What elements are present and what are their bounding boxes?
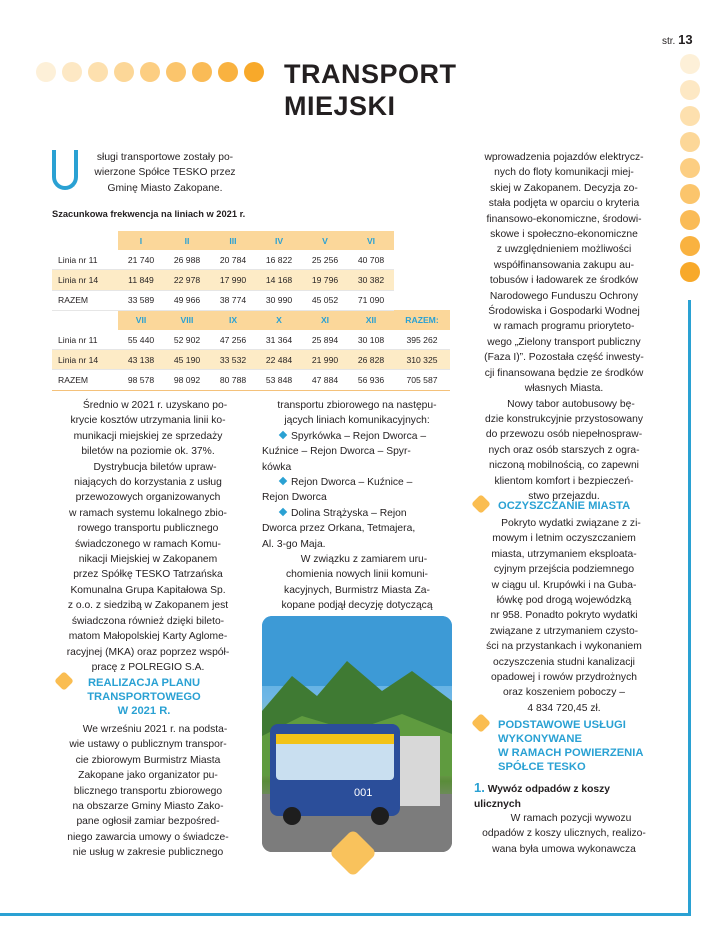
table-cell bbox=[52, 310, 118, 330]
heading-basic-services bbox=[498, 718, 643, 774]
text-line: przez Spółkę TESKO Tatrzańska bbox=[73, 569, 223, 581]
text-line: stała podjęta w oparciu o kryteria bbox=[488, 198, 640, 210]
table-cell: 98 578 bbox=[118, 370, 164, 390]
text-line: oraz koszeniem poboczy – bbox=[503, 687, 625, 699]
table-cell: 310 325 bbox=[394, 350, 450, 370]
decorative-dot bbox=[114, 62, 134, 82]
decorative-dot bbox=[192, 62, 212, 82]
table-row bbox=[52, 350, 450, 370]
text-line: w ramach programu prioryteto- bbox=[493, 321, 635, 333]
subheading-waste-bins: 1. Wywóz odpadów z koszy ulicznych bbox=[474, 780, 610, 810]
text-line: przewozowych organizowanych bbox=[75, 492, 221, 504]
text-line: dzie konstrukcyjnie przystosowany bbox=[485, 413, 643, 425]
text-line: W ramach pozycji wywozu bbox=[510, 813, 632, 824]
table-cell: XI bbox=[302, 310, 348, 330]
table-cell: VIII bbox=[164, 310, 210, 330]
text-line: mowym i letnim oczyszczaniem bbox=[492, 533, 636, 545]
table-cell: 30 382 bbox=[348, 270, 394, 290]
decorative-dot bbox=[140, 62, 160, 82]
text-line: W RAMACH POWIERZENIA bbox=[498, 747, 644, 759]
text-line: TRANSPORTOWEGO bbox=[87, 691, 201, 703]
route-line: kówka bbox=[262, 461, 292, 473]
decorative-dot bbox=[680, 80, 700, 100]
table-cell: 22 484 bbox=[256, 350, 302, 370]
text-line: nikacji Miejskiej w Zakopanem bbox=[78, 554, 218, 566]
decorative-dot bbox=[680, 262, 700, 282]
text-line: transportu zbiorowego na następu- bbox=[277, 400, 437, 411]
table-row bbox=[52, 370, 450, 390]
table-cell: 47 256 bbox=[210, 330, 256, 350]
page-title: TRANSPORT MIEJSKI bbox=[284, 59, 457, 121]
dropcap-letter-u bbox=[52, 150, 78, 190]
text-line: SPÓŁCE TESKO bbox=[498, 761, 586, 773]
table-cell: 80 788 bbox=[210, 370, 256, 390]
table-cell: V bbox=[302, 231, 348, 250]
table-row bbox=[52, 310, 450, 330]
table-cell: 45 052 bbox=[302, 290, 348, 310]
ridership-table bbox=[52, 231, 450, 391]
text-line: kopane podjął decyzję dotyczącą bbox=[281, 600, 433, 612]
route-line: Kuźnice – Rejon Dworca – Spyr- bbox=[262, 446, 411, 458]
text-line: We wrześniu 2021 r. na podsta- bbox=[82, 724, 228, 735]
text-line: świadczona również dzięki bileto- bbox=[71, 615, 225, 627]
text-line: pane ogłosił zamiar bezpośred- bbox=[76, 816, 220, 828]
table-cell: 16 822 bbox=[256, 250, 302, 270]
subheading-line: Wywóz odpadów z koszy bbox=[487, 784, 610, 795]
table-cell: Linia nr 14 bbox=[52, 350, 118, 370]
paragraph-waste-bins bbox=[470, 811, 658, 857]
table-cell: 20 784 bbox=[210, 250, 256, 270]
text-line: miasta, utrzymaniem eksploata- bbox=[491, 548, 637, 560]
route-line: Dworca przez Orkana, Tetmajera, bbox=[262, 523, 416, 535]
bus-number-label: 001 bbox=[354, 787, 373, 799]
text-line: niających do korzystania z usług bbox=[74, 477, 222, 489]
text-line: rowego transportu publicznego bbox=[77, 523, 219, 535]
route-line: Rejon Dworca bbox=[262, 492, 327, 504]
text-line: nr 958. Ponadto pokryto wydatki bbox=[490, 610, 638, 622]
text-line: tobusów i ładowarek ze środków bbox=[489, 275, 639, 287]
route-list bbox=[262, 429, 452, 552]
text-line: biletów na poziomie ok. 37%. bbox=[81, 446, 215, 458]
text-line: wprowadzenia pojazdów elektrycz- bbox=[484, 152, 644, 163]
table-cell bbox=[394, 290, 450, 310]
table-cell: 705 587 bbox=[394, 370, 450, 390]
table-cell: IX bbox=[210, 310, 256, 330]
table-cell: 98 092 bbox=[164, 370, 210, 390]
text-line: stwo przejazdu. bbox=[528, 490, 600, 502]
text-line: kacyjnych, Burmistrz Miasta Za- bbox=[284, 584, 430, 596]
table-cell: 26 988 bbox=[164, 250, 210, 270]
route-line: Al. 3-go Maja. bbox=[262, 538, 326, 550]
text-line: skowe i społeczno-ekonomiczne bbox=[490, 229, 638, 241]
decorative-dot bbox=[218, 62, 238, 82]
table-cell: III bbox=[210, 231, 256, 250]
text-line: W związku z zamiarem uru- bbox=[300, 554, 428, 566]
text-line: nych oraz osób starszych z ogra- bbox=[488, 444, 640, 456]
table-cell: Linia nr 14 bbox=[52, 270, 118, 290]
heading-city-cleaning bbox=[498, 499, 630, 513]
bullet-diamond-icon bbox=[279, 431, 287, 439]
table-cell: RAZEM bbox=[52, 370, 118, 390]
table-cell: 49 966 bbox=[164, 290, 210, 310]
text-line: blicznego transportu zbiorowego bbox=[73, 785, 223, 797]
table-cell: 30 108 bbox=[348, 330, 394, 350]
text-line: Zakopane jako organizator pu- bbox=[78, 770, 218, 782]
decorative-dot bbox=[62, 62, 82, 82]
text-line: ści na przystankach i wykonaniem bbox=[486, 641, 642, 653]
bullet-diamond-icon bbox=[279, 508, 287, 516]
text-line: Średnio w 2021 r. uzyskano po- bbox=[82, 400, 228, 411]
table-row bbox=[52, 290, 450, 310]
route-line: Dolina Strążyska – Rejon bbox=[262, 506, 452, 521]
text-line: 4 834 720,45 zł. bbox=[527, 702, 601, 714]
heading-transport-plan bbox=[64, 676, 224, 718]
table-cell: 33 589 bbox=[118, 290, 164, 310]
table-cell: 21 740 bbox=[118, 250, 164, 270]
text-line: w ciągu ul. Krupówki i na Guba- bbox=[491, 579, 637, 591]
table-cell: 33 532 bbox=[210, 350, 256, 370]
text-line: sługi transportowe zostały po- bbox=[96, 152, 234, 163]
text-line: REALIZACJA PLANU bbox=[87, 677, 201, 689]
decorative-dot bbox=[166, 62, 186, 82]
paragraph-ticket-coverage bbox=[52, 398, 244, 460]
table-cell: X bbox=[256, 310, 302, 330]
text-line: (Faza I)”. Pozostała część inwesty- bbox=[484, 352, 644, 364]
table-cell: II bbox=[164, 231, 210, 250]
text-line: na obszarze Gminy Miasto Zako- bbox=[72, 801, 224, 813]
page-number: str. 13 bbox=[662, 32, 693, 47]
decorative-dot bbox=[680, 184, 700, 204]
text-line: Dystrybucja biletów upraw- bbox=[93, 461, 217, 473]
text-line: klientom komfort i bezpieczeń- bbox=[494, 475, 634, 487]
decorative-dot bbox=[680, 132, 700, 152]
text-line: Środowiska i Gospodarki Wodnej bbox=[488, 306, 640, 318]
text-line: chomienia nowych linii komuni- bbox=[286, 569, 428, 581]
table-cell: 53 848 bbox=[256, 370, 302, 390]
text-line: wana była umowa wykonawcza bbox=[492, 843, 636, 855]
table-cell bbox=[394, 231, 450, 250]
text-line: opadowej i rowów przydrożnych bbox=[491, 672, 637, 684]
text-line: OCZYSZCZANIE MIASTA bbox=[498, 500, 631, 512]
table-cell: 22 978 bbox=[164, 270, 210, 290]
text-line: oczyszczenia studni kanalizacji bbox=[493, 656, 635, 668]
text-line: łówkę pod drogą wojewódzką bbox=[496, 595, 632, 607]
text-line: nych do floty komunikacji miej- bbox=[494, 167, 634, 179]
table-cell: RAZEM bbox=[52, 290, 118, 310]
text-line: niczoną mobilnością, co zapewni bbox=[489, 460, 639, 472]
route-line: Spyrkówka – Rejon Dworca – bbox=[262, 429, 452, 444]
column-3-text bbox=[470, 150, 658, 504]
table-cell bbox=[52, 231, 118, 250]
column-2-text bbox=[262, 398, 452, 614]
bullet-diamond-icon bbox=[279, 477, 287, 485]
blue-frame-horizontal-line bbox=[0, 913, 691, 916]
text-line: niego zawarcia umowy o świadcze- bbox=[67, 831, 229, 843]
table-cell: Linia nr 11 bbox=[52, 250, 118, 270]
table-cell: 45 190 bbox=[164, 350, 210, 370]
table-cell: IV bbox=[256, 231, 302, 250]
table-cell: 14 168 bbox=[256, 270, 302, 290]
blue-frame-vertical-line bbox=[688, 300, 691, 913]
table-cell: RAZEM: bbox=[394, 310, 450, 330]
decorative-dot bbox=[88, 62, 108, 82]
text-line: W 2021 R. bbox=[117, 705, 171, 717]
table-cell: 21 990 bbox=[302, 350, 348, 370]
table-row bbox=[52, 250, 450, 270]
table-cell: Linia nr 11 bbox=[52, 330, 118, 350]
text-line: Gminę Miasto Zakopane. bbox=[107, 182, 223, 194]
table-cell: 395 262 bbox=[394, 330, 450, 350]
text-line: PODSTAWOWE USŁUGI bbox=[498, 719, 626, 731]
decorative-dot bbox=[680, 158, 700, 178]
table-cell: 43 138 bbox=[118, 350, 164, 370]
column-1-text bbox=[52, 398, 244, 675]
decorative-dot bbox=[680, 236, 700, 256]
text-line: własnych Miasta. bbox=[524, 383, 604, 395]
table-row bbox=[52, 330, 450, 350]
text-line: związane z utrzymaniem czysto- bbox=[489, 625, 639, 637]
table-cell: 11 849 bbox=[118, 270, 164, 290]
table-cell: 38 774 bbox=[210, 290, 256, 310]
decorative-dot bbox=[244, 62, 264, 82]
text-line: munikacji miejskiej ze sprzedaży bbox=[73, 430, 223, 442]
decorative-dot bbox=[680, 54, 700, 74]
table-cell: 55 440 bbox=[118, 330, 164, 350]
route-line: Rejon Dworca – Kuźnice – bbox=[262, 475, 452, 490]
table-cell: 26 828 bbox=[348, 350, 394, 370]
table-cell: I bbox=[118, 231, 164, 250]
text-line: Narodowego Funduszu Ochrony bbox=[489, 290, 639, 302]
text-line: współfinansowania zakupu au- bbox=[493, 259, 635, 271]
text-line: świadczonego w ramach Komu- bbox=[75, 538, 221, 550]
table-row bbox=[52, 231, 450, 250]
text-line: finansowo-ekonomiczne, środowi- bbox=[486, 213, 642, 225]
text-line: krycie kosztów utrzymania linii ko- bbox=[70, 415, 226, 427]
table-cell: 47 884 bbox=[302, 370, 348, 390]
text-line: Pokryto wydatki związane z zi- bbox=[501, 518, 641, 529]
text-line: jących liniach komunikacyjnych: bbox=[284, 415, 430, 427]
text-line: odpadów z koszy ulicznych, realizo- bbox=[482, 828, 646, 840]
table-cell: 17 990 bbox=[210, 270, 256, 290]
paragraph-transport-plan bbox=[52, 722, 244, 861]
table-cell: XII bbox=[348, 310, 394, 330]
text-line: wego „Zielony transport publiczny bbox=[487, 336, 641, 348]
text-line: Nowy tabor autobusowy bę- bbox=[507, 398, 635, 410]
table-row bbox=[52, 270, 450, 290]
text-line: cji finansowana będzie ze środków bbox=[484, 367, 644, 379]
table-cell: 25 256 bbox=[302, 250, 348, 270]
table-cell: 40 708 bbox=[348, 250, 394, 270]
table-cell: 71 090 bbox=[348, 290, 394, 310]
text-line: cyjnym przejścia podziemnego bbox=[493, 564, 635, 576]
table-cell: VI bbox=[348, 231, 394, 250]
text-line: WYKONYWANE bbox=[498, 733, 582, 745]
table-cell: 31 364 bbox=[256, 330, 302, 350]
table-cell: 56 936 bbox=[348, 370, 394, 390]
text-line: wierzone Spółce TESKO przez bbox=[94, 167, 236, 179]
subheading-line: ulicznych bbox=[474, 799, 521, 810]
text-line: skiej w Zakopanem. Decyzja zo- bbox=[490, 182, 638, 194]
text-line: do przewozu osób niepełnospraw- bbox=[485, 429, 643, 441]
text-line: racyjnej (MKA) oraz poprzez współ- bbox=[66, 646, 230, 658]
table-cell: 52 902 bbox=[164, 330, 210, 350]
table-cell: 19 796 bbox=[302, 270, 348, 290]
decorative-dot bbox=[680, 106, 700, 126]
text-line: nie usług w zakresie publicznego bbox=[72, 847, 224, 859]
paragraph-city-cleaning bbox=[470, 516, 658, 716]
text-line: wie ustawy o publicznym transpor- bbox=[69, 739, 227, 751]
table-cell: 25 894 bbox=[302, 330, 348, 350]
text-line: z uwzględnieniem możliwości bbox=[496, 244, 632, 256]
intro-paragraph bbox=[80, 150, 250, 196]
table-cell: 30 990 bbox=[256, 290, 302, 310]
text-line: matom Małopolskiej Karty Aglome- bbox=[68, 631, 228, 643]
decorative-dot bbox=[680, 210, 700, 230]
table-cell bbox=[394, 250, 450, 270]
text-line: pracę z POLREGIO S.A. bbox=[91, 661, 205, 673]
text-line: z o.o. z siedzibą w Zakopanem jest bbox=[67, 600, 229, 612]
table-cell: VII bbox=[118, 310, 164, 330]
paragraph-ticket-distribution bbox=[52, 460, 244, 676]
text-line: cie zbiorowym Burmistrz Miasta bbox=[75, 754, 221, 766]
table-cell bbox=[394, 270, 450, 290]
bus-photo bbox=[262, 616, 452, 852]
text-line: w ramach systemu lokalnego zbio- bbox=[69, 507, 227, 519]
decorative-dot bbox=[36, 62, 56, 82]
text-line: Komunalna Grupa Kapitałowa Sp. bbox=[70, 584, 226, 596]
table-caption: Szacunkowa frekwencja na liniach w 2021 r. bbox=[52, 209, 246, 219]
